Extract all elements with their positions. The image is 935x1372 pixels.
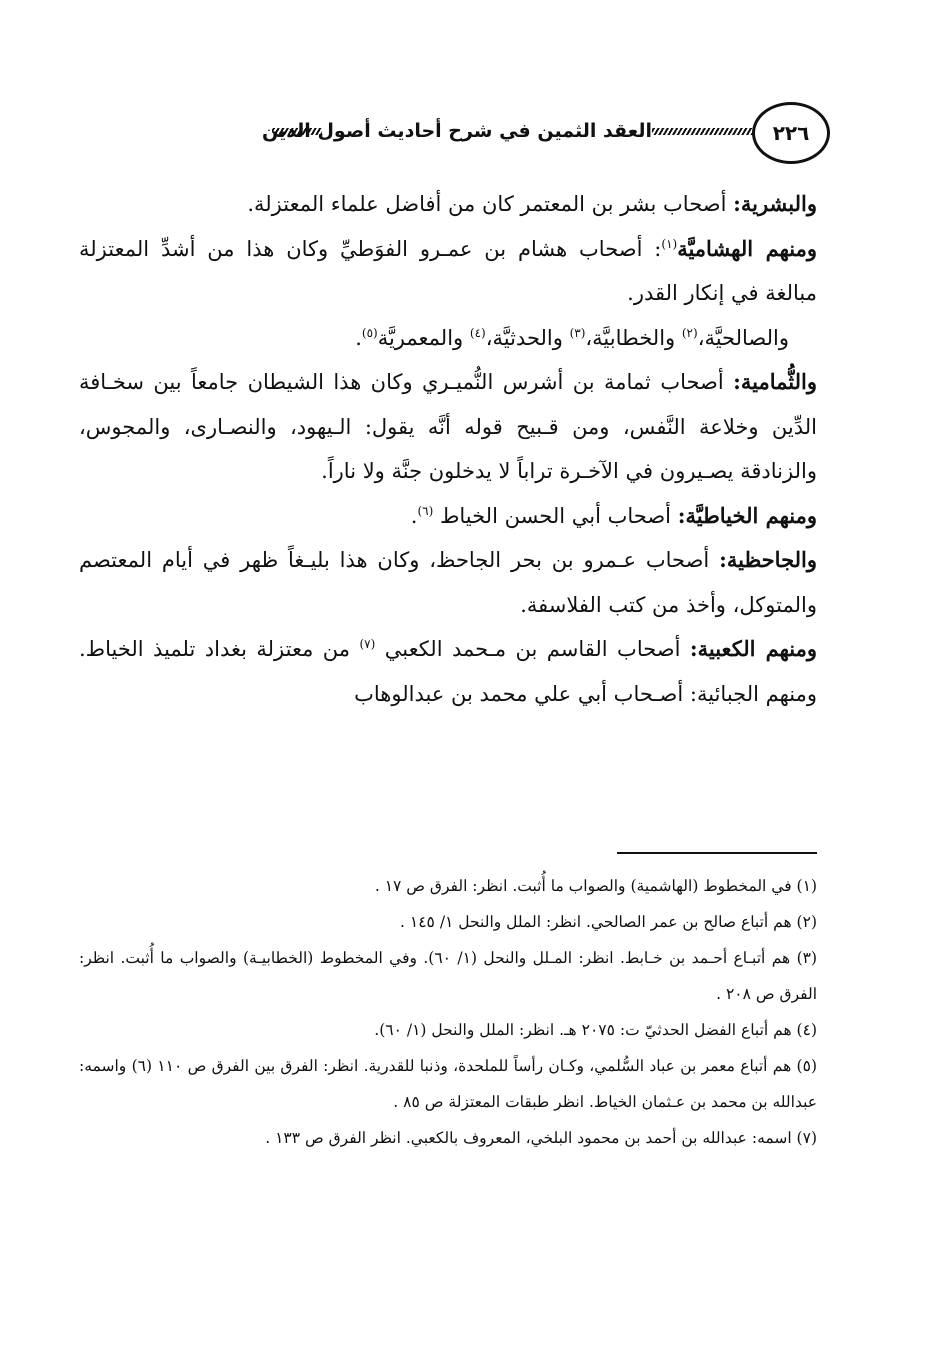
footnote-ref: (٣): [569, 325, 586, 340]
paragraph-subsects: [79, 316, 817, 361]
page-header: [70, 100, 830, 170]
footnote-ref: (٦): [417, 503, 434, 518]
sect-description: أصحاب القاسم بن مـحمد الكعبي: [384, 637, 681, 661]
paragraph-khayyatiya: [79, 494, 817, 539]
sect-description-cont: من معتزلة بغداد تلميذ الخياط. ومنهم الجبائية: أصـحاب أبي علي محمد بن عبدالوهاب: [79, 637, 817, 706]
sect-term: والبشرية:: [733, 191, 817, 216]
sect-term: والثُّمامية:: [733, 369, 817, 394]
sect-description: أصحاب أبي الحسن الخياط: [439, 503, 672, 528]
footnote-separator: [617, 852, 817, 854]
sect-description: أصحاب بشر بن المعتمر كان من أفاضل علماء المعتزلة.: [247, 192, 727, 216]
header-ornament-rule: [640, 128, 762, 135]
sect-term: ومنهم الهشاميَّة: [677, 235, 817, 261]
footnote-4: (٤) هم أتباع الفضل الحدثيّ ت: ٢٠٧٥ هـ. انظر: الملل والنحل (١/ ٦٠).: [374, 1021, 817, 1039]
paragraph-thumamiya: [79, 360, 817, 494]
paragraph-bishriya: [79, 182, 817, 227]
subsect-name: والمعمريَّة: [377, 325, 464, 350]
subsect-name: والحدثيَّة،: [485, 325, 563, 350]
footnote-3: (٣) هم أتبـاع أحـمد بن خـابط. انظر: المـلل والنحل (١/ ٦٠). وفي المخطوط (الخطابيـة) والصواب ما أُثبت. انظر: الفرق ص ٢٠٨ .: [79, 949, 818, 1003]
footnote-2: (٢) هم أتباع صالح بن عمر الصالحي. انظر: الملل والنحل ١/ ١٤٥ .: [400, 913, 817, 931]
footnote-ref: (٧): [359, 637, 376, 651]
main-text: [79, 182, 817, 716]
footnotes: [79, 868, 817, 1156]
sect-term: ومنهم الكعبية:: [689, 636, 817, 661]
paragraph-kabiya: [79, 627, 817, 716]
footnote-ref: (٤): [469, 325, 486, 340]
sect-description: أصحاب عـمرو بن بحر الجاحظ، وكان هذا بليـغاً ظهر في أيام المعتصم والمتوكل، وأخذ من كتب الفلاسفة.: [79, 548, 817, 617]
sect-description: : أصحاب هشام بن عمـرو الفوَطيِّ وكان هذا من أشدِّ المعتزلة مبالغة في إنكار القدر.: [79, 236, 817, 305]
footnote-ref: (٥): [361, 325, 378, 340]
sentence-end: .: [410, 503, 418, 528]
sentence-end: .: [355, 325, 362, 350]
page-number: ٢٢٦: [752, 102, 830, 164]
footnote-5: (٥) هم أتباع معمر بن عباد السُّلمي، وكـان رأساً للملحدة، وذنبا للقدرية. انظر: الفرق بين الفرق ص ١١٠ (٦) واسمه: عبدالله بن محمد بن عـثمان الخياط. انظر طبقات المعتزلة ص ٨٥ .: [79, 1057, 817, 1111]
paragraph-jahiziya: [79, 538, 817, 627]
footnote-ref: (١): [661, 236, 678, 251]
footnote-7: (٧) اسمه: عبدالله بن أحمد بن محمود البلخي، المعروف بالكعبي. انظر الفرق ص ١٣٣ .: [265, 1129, 817, 1147]
subsect-name: والخطابيَّة،: [585, 325, 676, 350]
sect-description: أصحاب ثمامة بن أشرس النُّميـري وكان هذا الشيطان جامعاً بين سخـافة الدِّين وخلاعة النَّفس، ومن قـبيح قوله أنَّه يقول: الـيهود، والنصـارى، والمجوس، والزنادقة يصـيرون في الآخـرة تراباً لا يدخلون جنَّة ولا ناراً.: [79, 370, 817, 483]
paragraph-hishamiya: [79, 227, 817, 316]
sect-term: والجاحظية:: [719, 547, 817, 572]
footnote-ref: (٢): [681, 325, 698, 340]
subsect-name: والصالحيَّة،: [697, 325, 789, 350]
footnote-1: (١) في المخطوط (الهاشمية) والصواب ما أُثبت. انظر: الفرق ص ١٧ .: [374, 877, 817, 895]
book-title: العقد الثمين في شرح أحاديث أصول الدين: [261, 120, 652, 142]
sect-term: ومنهم الخياطيَّة:: [677, 502, 817, 528]
